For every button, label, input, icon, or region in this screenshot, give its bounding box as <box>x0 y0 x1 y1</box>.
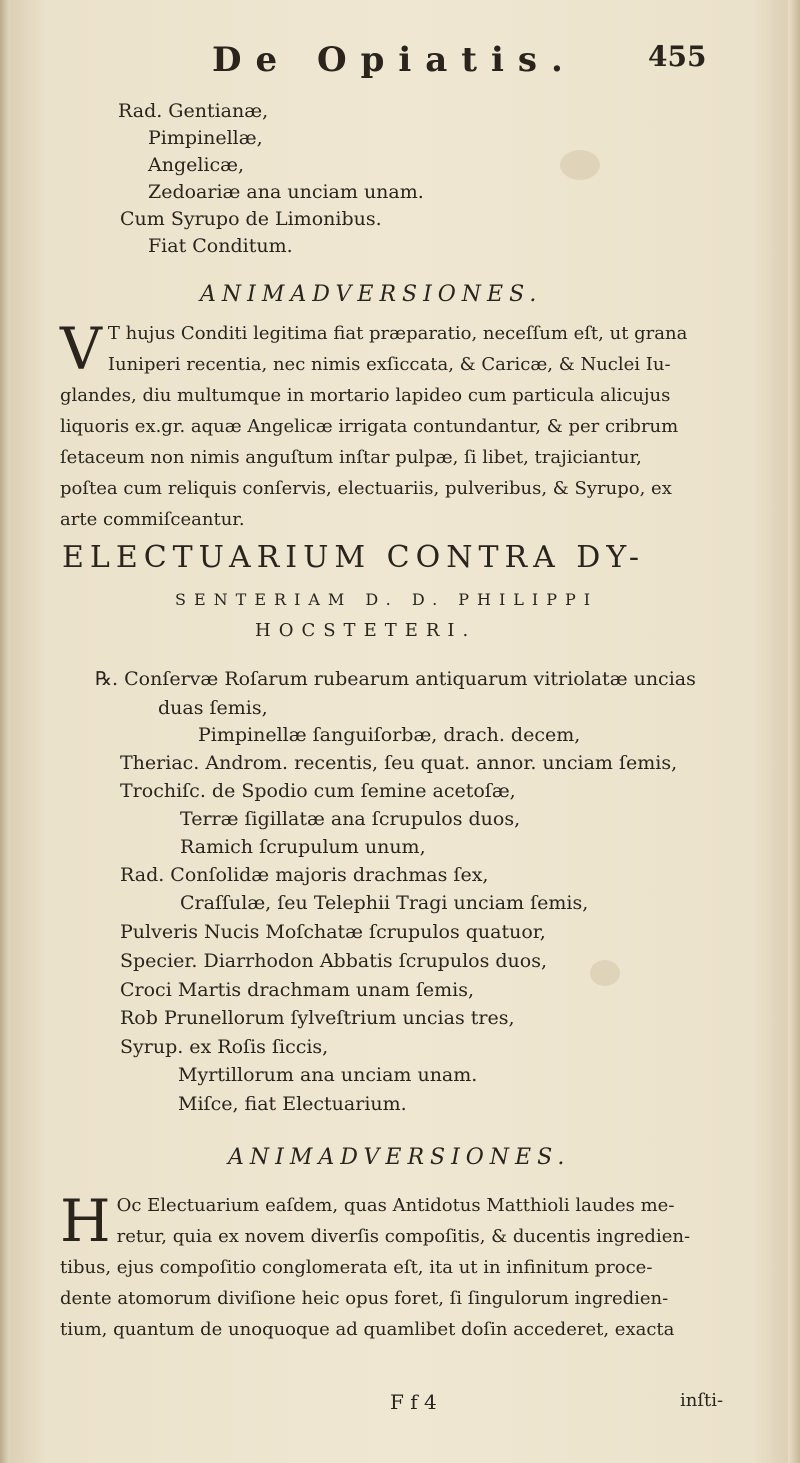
recipe-line: Miſce, fiat Electuarium. <box>178 1093 407 1115</box>
electuary-title: ELECTUARIUM CONTRA DY- <box>62 540 645 575</box>
signature-mark: F f 4 <box>390 1390 437 1414</box>
paper-stain <box>590 960 620 986</box>
page-edge-left <box>0 0 10 1463</box>
electuary-author: HOCSTETERI. <box>255 620 477 641</box>
paragraph-line: Iuniperi recentia, nec nimis exſiccata, & Caricæ, & Nuclei Iu- <box>107 354 671 375</box>
paragraph-line: Oc Electuarium eaſdem, quas Antidotus Matthioli laudes me- <box>116 1195 675 1216</box>
recipe-line: Specier. Diarrhodon Abbatis ſcrupulos duos, <box>120 950 548 972</box>
paragraph-line: retur, quia ex novem diverſis compoſitis, & ducentis ingredien- <box>116 1226 691 1247</box>
recipe-line: Rad. Conſolidæ majoris drachmas ſex, <box>120 864 489 886</box>
paragraph-line: poſtea cum reliquis conſervis, electuariis, pulveribus, & Syrupo, ex <box>60 478 672 499</box>
recipe-line: Cum Syrupo de Limonibus. <box>120 208 382 230</box>
recipe-line: Pimpinellæ, <box>148 127 263 149</box>
recipe-line: Rad. Gentianæ, <box>118 100 269 122</box>
recipe-line: Ramich ſcrupulum unum, <box>180 836 426 858</box>
recipe-line: Syrup. ex Roſis ſiccis, <box>120 1036 329 1058</box>
running-head: De Opiatis. <box>212 40 577 80</box>
paragraph-line: glandes, diu multumque in mortario lapideo cum particula alicujus <box>60 385 671 406</box>
recipe-line: Pimpinellæ ſanguiſorbæ, drach. decem, <box>198 724 581 746</box>
recipe-line: Terræ ſigillatæ ana ſcrupulos duos, <box>180 808 521 830</box>
page-number: 455 <box>648 40 707 73</box>
recipe-line: duas ſemis, <box>158 697 268 719</box>
recipe-line: ℞. Conſervæ Roſarum rubearum antiquarum vitriolatæ uncias <box>95 668 696 690</box>
recipe-line: Fiat Conditum. <box>148 235 293 257</box>
page-edge-right <box>788 0 800 1463</box>
paragraph-line: ſetaceum non nimis anguſtum inſtar pulpæ, ſi libet, trajiciantur, <box>60 447 642 468</box>
recipe-line: Rob Prunellorum ſylveſtrium uncias tres, <box>120 1007 515 1029</box>
paragraph-line: T hujus Conditi legitima fiat præparatio, neceſſum eſt, ut grana <box>107 323 688 344</box>
commentary-paragraph <box>60 1187 750 1345</box>
paragraph-line: tium, quantum de unoquoque ad quamlibet doſin accederet, exacta <box>60 1319 675 1340</box>
paragraph-line: dente atomorum diviſione heic opus foret, ſi ſingulorum ingredien- <box>60 1288 669 1309</box>
recipe-line: Pulveris Nucis Moſchatæ ſcrupulos quatuor, <box>120 921 546 943</box>
recipe-line: Angelicæ, <box>148 154 245 176</box>
commentary-paragraph <box>60 315 750 535</box>
paragraph-line: tibus, ejus compoſitio conglomerata eſt, ita ut in infinitum proce- <box>60 1257 653 1278</box>
paper-stain <box>560 150 600 180</box>
recipe-line: Myrtillorum ana unciam unam. <box>178 1064 478 1086</box>
recipe-line: Trochiſc. de Spodio cum ſemine acetoſæ, <box>120 780 516 802</box>
electuary-subtitle: SENTERIAM D. D. PHILIPPI <box>175 590 599 609</box>
recipe-line: Zedoariæ ana unciam unam. <box>148 181 424 203</box>
recipe-line: Theriac. Androm. recentis, ſeu quat. annor. unciam ſemis, <box>120 752 678 774</box>
section-heading: ANIMADVERSIONES. <box>200 282 543 307</box>
drop-cap: V <box>60 315 102 383</box>
drop-cap: H <box>60 1187 111 1255</box>
catchword: inſti- <box>680 1390 724 1411</box>
paragraph-line: liquoris ex.gr. aquæ Angelicæ irrigata contundantur, & per cribrum <box>60 416 679 437</box>
recipe-line: Craſſulæ, ſeu Telephii Tragi unciam ſemis, <box>180 892 589 914</box>
recipe-line: Croci Martis drachmam unam ſemis, <box>120 979 475 1001</box>
section-heading: ANIMADVERSIONES. <box>228 1145 571 1170</box>
paragraph-line: arte commiſceantur. <box>60 509 245 530</box>
